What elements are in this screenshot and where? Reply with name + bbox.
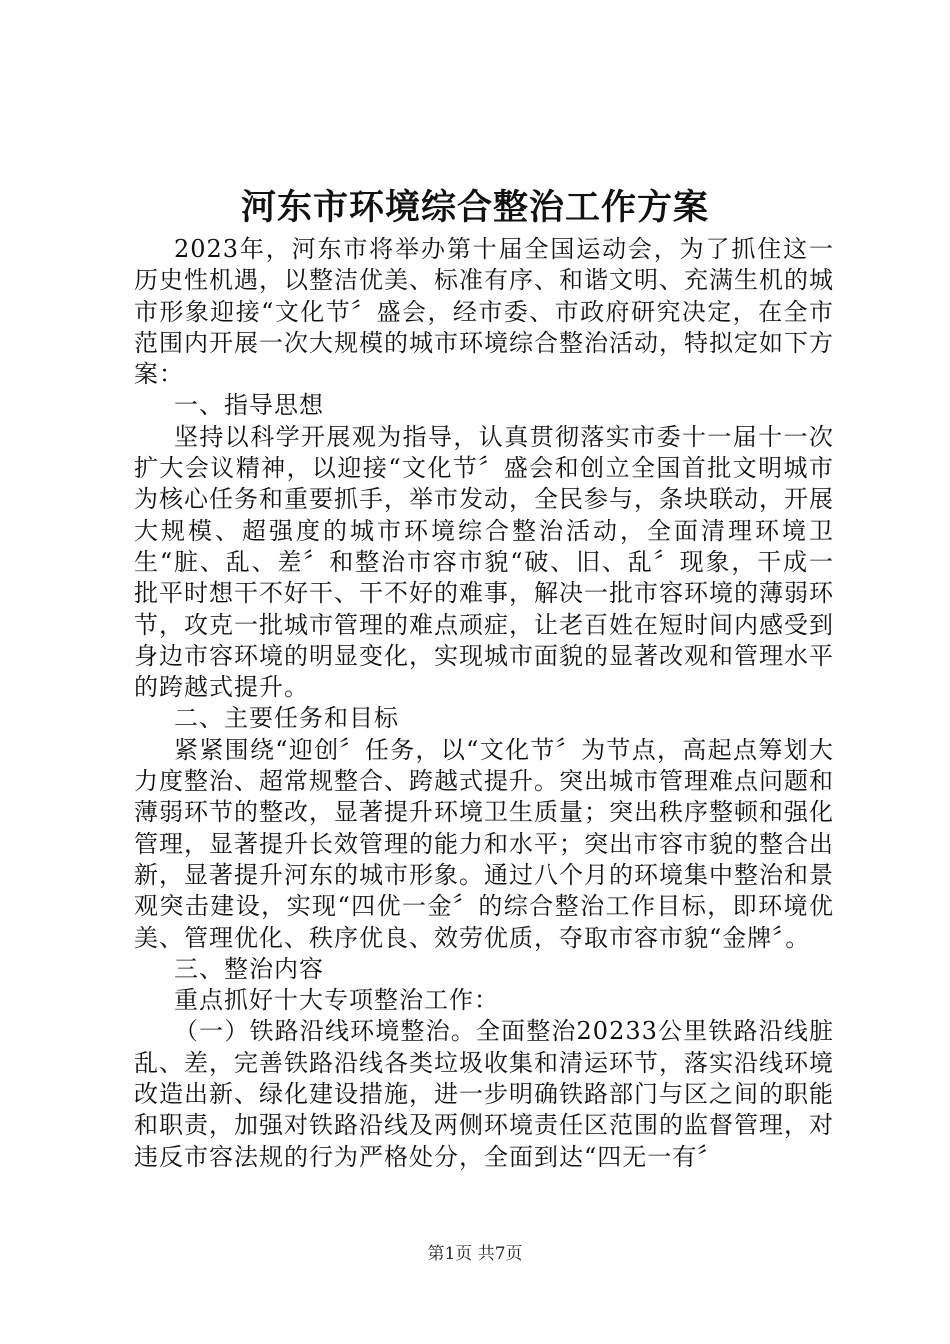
intro-paragraph: 2023年，河东市将举办第十届全国运动会，为了抓住这一历史性机遇，以整洁优美、标准有序、和谐文明、充满生机的城市形象迎接“文化节〞盛会，经市委、市政府研究决定，在全市范围内开展一次大规模的城市环境综合整治活动，特拟定如下方案： [134,235,834,389]
document-title: 河东市环境综合整治工作方案 [240,187,709,228]
document-body [134,234,834,1173]
section-heading-guiding-thought: 一、指导思想 [174,391,324,420]
content-intro-paragraph: 重点抓好十大专项整治工作： [174,986,499,1015]
guiding-thought-paragraph: 坚持以科学开展观为指导，认真贯彻落实市委十一届十一次扩大会议精神，以迎接“文化节〞盛会和创立全国首批文明城市为核心任务和重要抓手，举市发动，全民参与，条块联动，开展大规模、超强度的城市环境综合整治活动，全面清理环境卫生“脏、乱、差〞和整治市容市貌“破、旧、乱〞现象，干成一批平时想干不好干、干不好的难事，解决一批市容环境的薄弱环节，攻克一批城市管理的难点顽症，让老百姓在短时间内感受到身边市容环境的明显变化，实现城市面貌的显著改观和管理水平的跨越式提升。 [134,422,834,702]
page-number-footer: 第1页 共7页 [427,1244,523,1264]
railway-paragraph: （一）铁路沿线环境整治。全面整治20233公里铁路沿线脏乱、差，完善铁路沿线各类垃圾收集和清运环节，落实沿线环境改造出新、绿化建设措施，进一步明确铁路部门与区之间的职能和职责，加强对铁路沿线及两侧环境责任区范围的监督管理，对违反市容法规的行为严格处分，全面到达“四无一有〞 [134,1017,834,1171]
section-heading-tasks-goals: 二、主要任务和目标 [174,704,399,733]
section-heading-content: 三、整治内容 [174,954,324,983]
tasks-goals-paragraph: 紧紧围绕“迎创〞任务，以“文化节〞为节点，高起点筹划大力度整治、超常规整合、跨越式提升。突出城市管理难点问题和薄弱环节的整改，显著提升环境卫生质量；突出秩序整顿和强化管理，显著提升长效管理的能力和水平；突出市容市貌的整合出新，显著提升河东的城市形象。通过八个月的环境集中整治和景观突击建设，实现“四优一金〞的综合整治工作目标，即环境优美、管理优化、秩序优良、效劳优质，夺取市容市貌“金牌〞。 [134,735,834,952]
